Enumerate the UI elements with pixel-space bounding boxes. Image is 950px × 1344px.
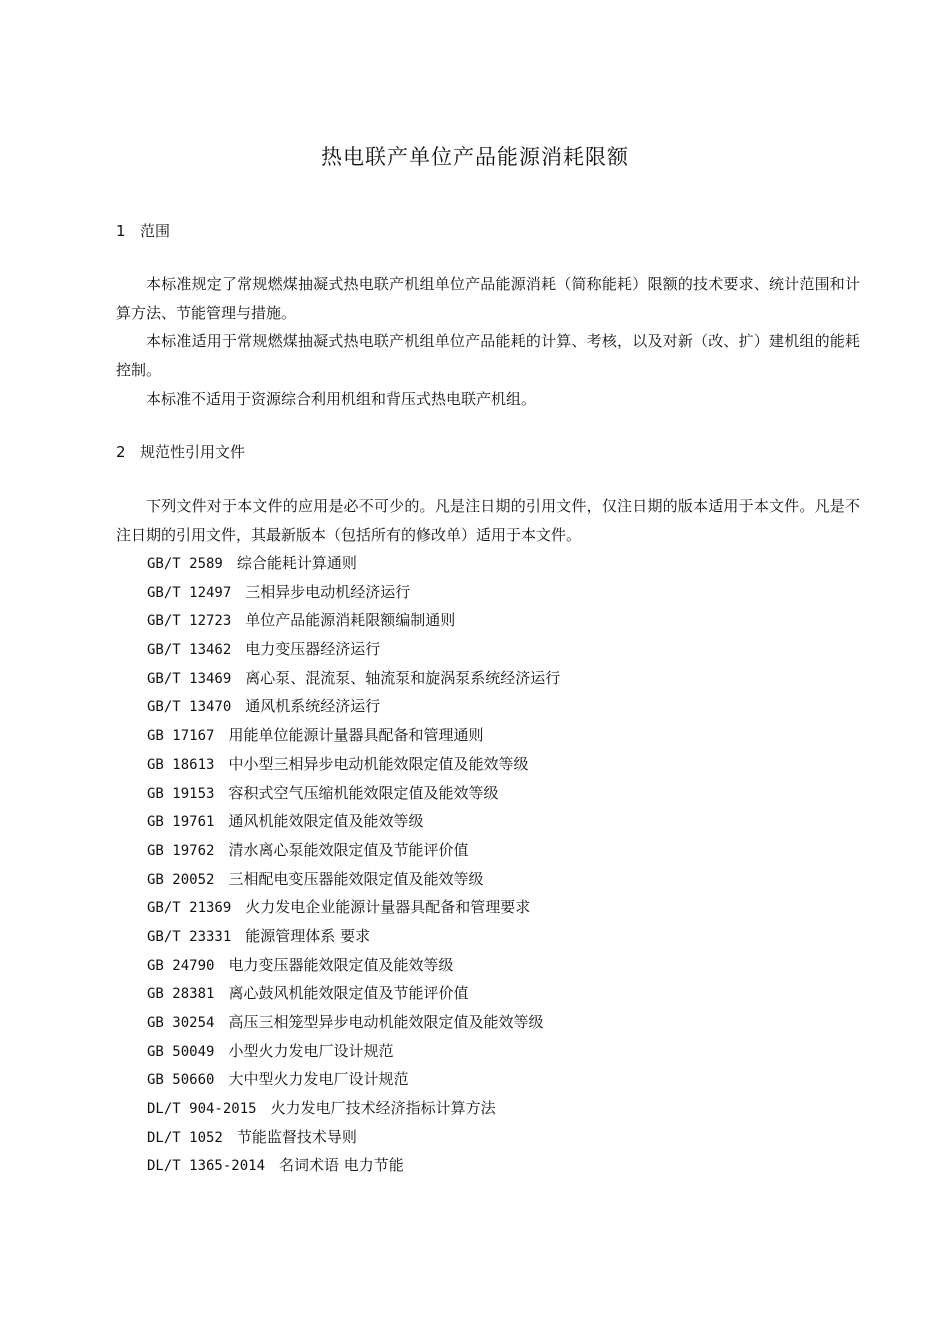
reference-name: 通风机系统经济运行 <box>245 697 381 716</box>
section-heading-scope <box>116 219 170 243</box>
reference-code: GB 50660 <box>147 1072 215 1089</box>
reference-code: GB/T 23331 <box>147 928 232 945</box>
reference-code: GB 19153 <box>147 785 215 802</box>
reference-name: 小型火力发电厂设计规范 <box>228 1041 394 1060</box>
reference-name: 三相配电变压器能效限定值及能效等级 <box>228 869 484 888</box>
reference-name: 高压三相笼型异步电动机能效限定值及能效等级 <box>228 1013 544 1031</box>
reference-code: GB/T 12723 <box>147 613 232 630</box>
reference-item <box>147 635 560 664</box>
reference-code: GB 19762 <box>147 842 215 859</box>
reference-item <box>147 807 560 836</box>
reference-name: 能源管理体系 要求 <box>245 926 371 945</box>
reference-item <box>147 606 560 635</box>
section-number: 1 <box>116 222 126 240</box>
reference-code: GB 17167 <box>147 728 215 745</box>
reference-code: DL/T 904-2015 <box>147 1101 257 1118</box>
reference-item <box>147 1123 560 1152</box>
reference-item <box>147 979 560 1008</box>
reference-code: GB/T 13462 <box>147 642 232 659</box>
reference-code: GB/T 12497 <box>147 584 232 601</box>
section-number: 2 <box>116 443 126 461</box>
reference-code: GB 28381 <box>147 986 215 1003</box>
reference-code: GB/T 21369 <box>147 900 232 917</box>
reference-code: GB 20052 <box>147 871 215 888</box>
reference-name: 名词术语 电力节能 <box>279 1156 404 1175</box>
reference-code: GB 19761 <box>147 814 215 831</box>
reference-item <box>147 836 560 865</box>
reference-name: 节能监督技术导则 <box>236 1127 357 1146</box>
reference-code: GB/T 13470 <box>147 699 232 716</box>
reference-name: 用能单位能源计量器具配备和管理通则 <box>228 726 484 745</box>
reference-item <box>147 865 560 894</box>
reference-name: 单位产品能源消耗限额编制通则 <box>245 611 456 630</box>
reference-item <box>147 922 560 951</box>
reference-name: 综合能耗计算通则 <box>236 554 357 572</box>
reference-code: DL/T 1052 <box>147 1129 223 1146</box>
reference-item <box>147 1037 560 1066</box>
section-heading-references <box>116 440 245 464</box>
reference-code: GB 50049 <box>147 1043 215 1060</box>
scope-paragraph-3: 本标准不适用于资源综合利用机组和背压式热电联产机组。 <box>146 390 537 408</box>
document-title: 热电联产单位产品能源消耗限额 <box>321 145 629 169</box>
reference-code: GB/T 13469 <box>147 670 232 687</box>
reference-item <box>147 1065 560 1094</box>
reference-item <box>147 951 560 980</box>
reference-item <box>147 721 560 750</box>
reference-item <box>147 664 560 693</box>
reference-name: 容积式空气压缩机能效限定值及能效等级 <box>228 783 499 802</box>
reference-name: 通风机能效限定值及能效等级 <box>228 812 424 831</box>
reference-code: GB 30254 <box>147 1015 215 1031</box>
reference-name: 清水离心泵能效限定值及节能评价值 <box>228 840 469 859</box>
reference-name: 离心泵、混流泵、轴流泵和旋涡泵系统经济运行 <box>245 668 561 687</box>
section-title: 规范性引用文件 <box>140 443 246 461</box>
reference-item <box>147 1094 560 1123</box>
reference-item <box>147 1151 560 1180</box>
reference-name: 三相异步电动机经济运行 <box>245 582 411 601</box>
scope-paragraph-1: 本标准规定了常规燃煤抽凝式热电联产机组单位产品能源消耗（简称能耗）限额的技术要求、统计范围和计算方法、节能管理与措施。 <box>116 275 860 322</box>
reference-list <box>147 549 560 1180</box>
reference-name: 电力变压器经济运行 <box>245 640 381 659</box>
reference-name: 火力发电企业能源计量器具配备和管理要求 <box>245 898 531 917</box>
reference-item <box>147 578 560 607</box>
reference-item <box>147 692 560 721</box>
section-title: 范围 <box>140 222 171 240</box>
reference-item <box>147 750 560 779</box>
reference-code: DL/T 1365-2014 <box>147 1158 266 1175</box>
reference-item <box>147 893 560 922</box>
reference-code: GB 18613 <box>147 756 215 773</box>
reference-name: 火力发电厂技术经济指标计算方法 <box>270 1099 496 1118</box>
reference-item <box>147 779 560 808</box>
reference-code: GB/T 2589 <box>147 556 223 572</box>
reference-name: 中小型三相异步电动机能效限定值及能效等级 <box>228 754 529 773</box>
reference-item <box>147 549 560 578</box>
reference-name: 电力变压器能效限定值及能效等级 <box>228 955 454 974</box>
reference-name: 离心鼓风机能效限定值及节能评价值 <box>228 984 469 1003</box>
scope-paragraph-2: 本标准适用于常规燃煤抽凝式热电联产机组单位产品能耗的计算、考核，以及对新（改、扩）建机组的能耗控制。 <box>116 332 860 379</box>
reference-name: 大中型火力发电厂设计规范 <box>228 1070 409 1089</box>
reference-code: GB 24790 <box>147 957 215 974</box>
references-intro-paragraph: 下列文件对于本文件的应用是必不可少的。凡是注日期的引用文件，仅注日期的版本适用于本文件。凡是不注日期的引用文件，其最新版本（包括所有的修改单）适用于本文件。 <box>116 497 860 544</box>
reference-item <box>147 1008 560 1037</box>
